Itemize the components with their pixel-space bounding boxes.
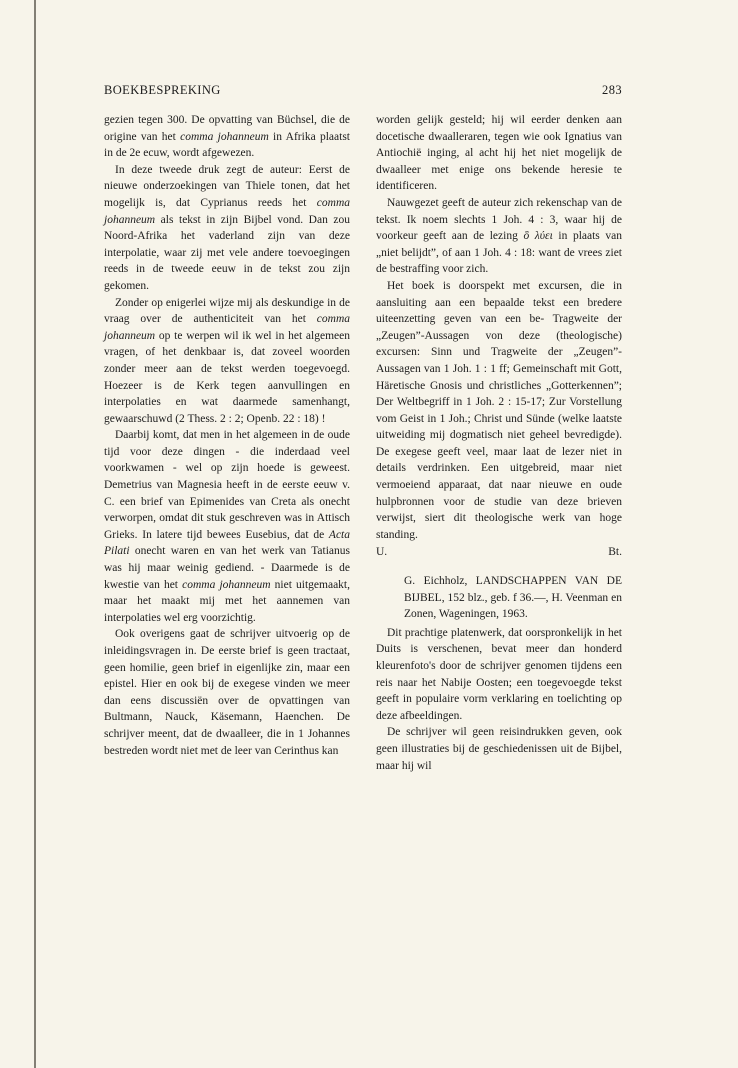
- page-number: 283: [602, 83, 622, 97]
- paragraph: worden gelijk gesteld; hij wil eerder denken aan docetische dwaalleraren, tegen wie ook Ignatius van Antiochië inging, al acht hij het niet mogelijk de dwaalleer met enige ons bekende heresie te identificeren.: [376, 114, 622, 193]
- right-column: [376, 112, 622, 774]
- paragraph: gezien tegen 300. De opvatting van Büchsel, die de origine van het comma johanneum in Afrika plaatst in de 2e ecuw, wordt afgewezen.: [104, 114, 350, 160]
- paragraph: Daarbij komt, dat men in het algemeen in de oude tijd voor deze dingen - die inderdaad veel voorkwamen - wel op zijn hoede is geweest. Demetrius van Magnesia heeft in de eerste eeuw v. C. een brief van Epimenides van Creta als onecht verworpen, omdat dit stuk geschreven was in Attisch Grieks. In latere tijd bewees Eusebius, dat de Acta Pilati onecht waren en van het werk van Tatianus was hij maar weinig gediend. - Daarmede is de kwestie van het comma johanneum niet uitgemaakt, maar het maakt mij met het aannemen van interpolaties wel erg voorzichtig.: [104, 429, 350, 624]
- paragraph: Het boek is doorspekt met excursen, die in aansluiting aan een bepaalde tekst een bredere uiteenzetting geven van een be- Tragweite der „Zeugen”-Aussagen von deze (theologische) excursen: Sinn und Tragweite der „Zeugen”-Aussagen van 1 Joh. 1 : 1 ff; Gemeinschaft mit Gott, Häretische Gnosis und christliches „Gotterkennen”; Der Weltbegriff in 1 Joh. 2 : 15-17; Zur Vorstellung vom Geist in 1 Joh.; Christ und Sünde (welke laatste uitweiding mij dogmatisch niet geheel bevredigde). De exegese geeft veel, maar laat de lezer niet in details verdrinken. Een uitgebreid, maar niet vermoeiend apparaat, dat naar nieuwe en oude hulpbronnen voor de studie van deze brieven verwijst, siert dit theologische werk van hoge standing.: [376, 279, 622, 541]
- paragraph: Nauwgezet geeft de auteur zich rekenschap van de tekst. Ik noem slechts 1 Joh. 4 : 3, waar hij de voorkeur geeft aan de lezing ὃ λύει in plaats van „niet belijdt”, of aan 1 Joh. 4 : 18: want de vrees ziet de bestraffing voor zich.: [376, 196, 622, 276]
- paragraph: Ook overigens gaat de schrijver uitvoerig op de inleidingsvragen in. De eerste brief is geen tractaat, geen homilie, geen brief in eigenlijke zin, maar een epistel. Hier en ook bij de exegese vinden we meer dan eens discussiën over de opvattingen van Bultmann, Nauck, Käsemann, Haenchen. De schrijver meent, dat de dwaalleer, die in 1 Johannes bestreden wordt niet met de leer van Cerinthus kan: [104, 628, 350, 757]
- running-header: [104, 83, 622, 99]
- italic-term: comma johanneum: [182, 578, 271, 591]
- left-column: [104, 112, 350, 759]
- paragraph: Zonder op enigerlei wijze mij als deskundige in de vraag over de authenticiteit van het comma johanneum op te werpen wil ik wel in het algemeen vragen, of het denkbaar is, dat zoveel woorden zonder meer aan de tekst werden toegevoegd. Hoezeer is de Kerk tegen aanvullingen en interpolaties en wat daarmede samenhangt, gewaarschuwd (2 Thess. 2 : 2; Openb. 22 : 18) !: [104, 296, 350, 425]
- italic-term: comma johanneum: [104, 196, 350, 226]
- review-signature: [376, 544, 622, 561]
- paragraph: In deze tweede druk zegt de auteur: Eerst de nieuwe onderzoekingen van Thiele tonen, dat het mogelijk is, dat Cyprianus reeds het comma johanneum als tekst in zijn Bijbel vond. Dan zou Noord-Afrika het vaderland zijn van deze interpolatie, waar zij met vele andere toevoegingen reeds in de tweede eeuw in de tekst zou zijn gekomen.: [104, 163, 350, 292]
- italic-term: ὃ λύει: [523, 230, 553, 243]
- italic-term: Acta Pilati: [104, 528, 350, 558]
- italic-term: comma johanneum: [180, 130, 269, 143]
- book-reference: G. Eichholz, LANDSCHAPPEN VAN DE BIJBEL, 152 blz., geb. f 36.—, H. Veenman en Zonen, Wageningen, 1963.: [404, 575, 622, 621]
- binding-edge: [34, 0, 36, 1068]
- reviewer-initials: Bt.: [608, 546, 622, 559]
- signature-initial: U.: [376, 546, 388, 559]
- paragraph: Dit prachtige platenwerk, dat oorspronkelijk in het Duits is verschenen, bevat meer dan honderd kleurenfoto's door de schrijver genomen tijdens een reis naar het Nabije Oosten; een toegevoegde tekst geeft in populaire vorm verklaring en toelichting op deze afbeeldingen.: [376, 626, 622, 722]
- italic-term: comma johanneum: [104, 313, 350, 342]
- paragraph: De schrijver wil geen reisindrukken geven, ook geen illustraties bij de geschiedenissen uit de Bijbel, maar hij wil: [376, 726, 622, 772]
- section-title: BOEKBESPREKING: [104, 83, 221, 97]
